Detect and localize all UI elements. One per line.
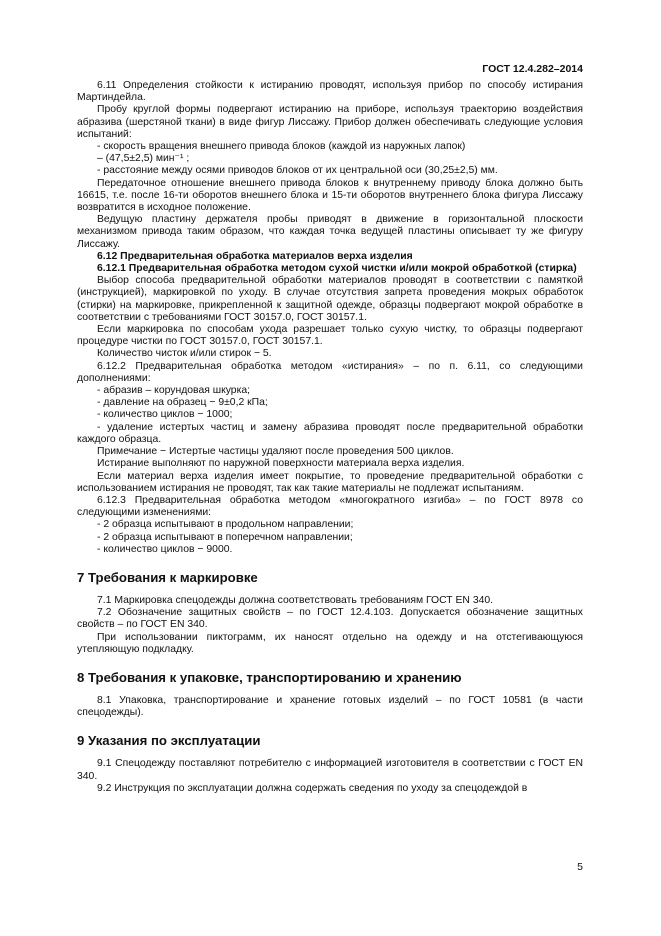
- paragraph: Пробу круглой формы подвергают истиранию на приборе, используя траекторию воздействия абразива (шерстяной ткани) в виде фигур Лиссажу. Прибор должен обеспечивать следующие условия испытаний:: [77, 104, 583, 140]
- chapter-heading-operation: 9 Указания по эксплуатации: [77, 733, 261, 749]
- list-item: - 2 образца испытывают в продольном направлении;: [97, 519, 354, 531]
- subsection-heading: 6.12.1 Предварительная обработка методом сухой чистки и/или мокрой обработкой (стирка): [97, 263, 577, 275]
- list-item: - давление на образец − 9±0,2 кПа;: [97, 397, 268, 409]
- note: Примечание − Истертые частицы удаляют после проведения 500 циклов.: [97, 446, 454, 458]
- paragraph: Передаточное отношение внешнего привода блоков к внутреннему приводу блока должно быть 16615, т.е. после 16-ти оборотов внешнего блока и 15-ти оборотов внутреннего блока фигура Лиссажу возвратится в исходное положение.: [77, 177, 583, 214]
- paragraph: Количество чисток и/или стирок − 5.: [97, 348, 272, 360]
- list-item: - скорость вращения внешнего привода блоков (каждой из наружных лапок): [97, 141, 466, 153]
- paragraph: 7.1 Маркировка спецодежды должна соответствовать требованиям ГОСТ EN 340.: [97, 594, 494, 606]
- list-item: - расстояние между осями приводов блоков от их центральной оси (30,25±2,5) мм.: [97, 165, 498, 177]
- list-item: - количество циклов − 9000.: [97, 543, 233, 555]
- paragraph: Если материал верха изделия имеет покрытие, то проведение предварительной обработки с использованием истирания не проводят, так как такие материалы не подлежат испытаниям.: [77, 470, 583, 494]
- paragraph: 9.1 Спецодежду поставляют потребителю с информацией изготовителя в соответствии с ГОСТ EN 340.: [77, 758, 583, 782]
- paragraph: 7.2 Обозначение защитных свойств – по ГОСТ 12.4.103. Допускается обозначение защитных свойств – по ГОСТ EN 340.: [77, 607, 583, 631]
- standard-code-header: ГОСТ 12.4.282–2014: [482, 63, 583, 75]
- list-item: - абразив – корундовая шкурка;: [97, 385, 251, 397]
- paragraph: 6.11 Определения стойкости к истиранию проводят, используя прибор по способу истирания Мартиндейла.: [77, 80, 583, 104]
- chapter-heading-packaging: 8 Требования к упаковке, транспортированию и хранению: [77, 669, 462, 685]
- paragraph: 6.12.3 Предварительная обработка методом «многократного изгиба» – по ГОСТ 8978 со следующими изменениями:: [77, 494, 583, 519]
- paragraph: При использовании пиктограмм, их наносят отдельно на одежду и на отстегивающуюся утепляющую подкладку.: [77, 631, 583, 655]
- paragraph: Выбор способа предварительной обработки материалов проводят в соответствии с памяткой (инструкцией), маркировкой по уходу. В случае отсутствия запрета проведения мокрых обработок (стирки) на маркировке, прикрепленной к защитной одежде, образцы подвергают мокрой обработке в соответствии с требованиями ГОСТ 30157.0, ГОСТ 30157.1.: [77, 275, 583, 323]
- paragraph: 6.12.2 Предварительная обработка методом «истирания» – по п. 6.11, со следующими дополнениями:: [77, 360, 583, 384]
- paragraph: 8.1 Упаковка, транспортирование и хранение готовых изделий – по ГОСТ 10581 (в части спецодежды).: [77, 694, 583, 719]
- page-number: 5: [577, 861, 583, 873]
- chapter-heading-marking: 7 Требования к маркировке: [77, 569, 258, 585]
- section-heading: 6.12 Предварительная обработка материалов верха изделия: [97, 250, 413, 262]
- paragraph: Ведущую пластину держателя пробы приводят в движение в горизонтальной плоскости механизмом привода таким образом, что каждая точка ведущей пластины описывает ту же фигуру Лиссажу.: [77, 214, 583, 250]
- paragraph: 9.2 Инструкция по эксплуатации должна содержать сведения по уходу за спецодеждой в: [97, 782, 528, 794]
- list-item: - удаление истертых частиц и замену абразива проводят после предварительной обработки каждого образца.: [77, 421, 583, 445]
- document-body: [77, 80, 583, 795]
- list-item: - количество циклов − 1000;: [97, 409, 233, 421]
- paragraph: Истирание выполняют по наружной поверхности материала верха изделия.: [97, 458, 465, 470]
- paragraph: Если маркировка по способам ухода разрешает только сухую чистку, то образцы подвергают процедуре чистки по ГОСТ 30157.0, ГОСТ 30157.1.: [77, 324, 583, 348]
- list-item: - 2 образца испытывают в поперечном направлении;: [97, 531, 353, 543]
- list-item: – (47,5±2,5) мин⁻¹ ;: [97, 153, 190, 165]
